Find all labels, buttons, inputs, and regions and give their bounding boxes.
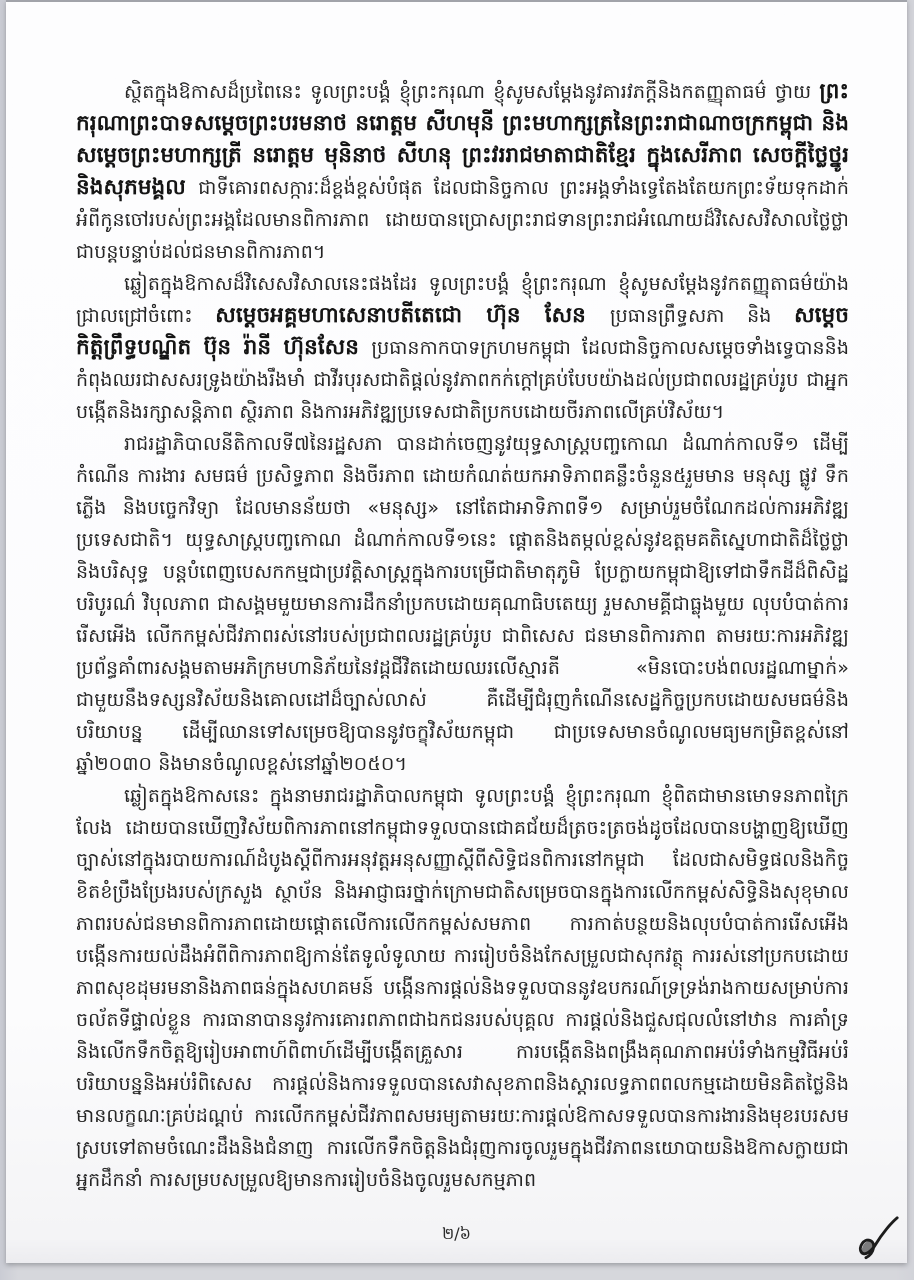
text-segment: សម្ដេចកិត្តិព្រឹទ្ធបណ្ឌិត ប៊ុន រ៉ានី ហ៊ុនសែន bbox=[76, 303, 849, 360]
text-segment: ប្រធានព្រឹទ្ធសភា និង bbox=[609, 305, 795, 327]
text-segment: ឆ្លៀតក្នុងឱកាសដ៏វិសេសវិសាលនេះផងដែរ ទូលព្រះបង្គំ ខ្ញុំព្រះករុណា ខ្ញុំសូមសម្ដែងនូវកតញ្ញុតាធម៌យ៉ាងជ្រាលជ្រៅចំពោះ bbox=[76, 273, 849, 327]
text-segment: ឆ្លៀតក្នុងឱកាសនេះ ក្នុងនាមរាជរដ្ឋាភិបាលកម្ពុជា ទូលព្រះបង្គំ ខ្ញុំព្រះករុណា ខ្ញុំពិតជាមានមោទនភាពក្រៃលែង ដោយបានឃើញវិស័យពិការភាពនៅកម្ពុជាទទួលបានជោគជ័យដ៏ត្រចះត្រចង់ដូចដែលបានបង្ហាញឱ្យឃើញច្បាស់នៅក្នុងរបាយការណ៍ដំបូងស្ដីពីការអនុវត្តអនុសញ្ញាស្ដីពីសិទ្ធិជនពិការនៅកម្ពុជា ដែលជាសមិទ្ធផលនិងកិច្ចខិតខំប្រឹងប្រែងរបស់ក្រសួង ស្ថាប័ន និងអាជ្ញាធរថ្នាក់ក្រោមជាតិសម្រេចបានក្នុងការលើកកម្ពស់សិទ្ធិនិងសុខុមាលភាពរបស់ជនមានពិការភាពដោយផ្ដោតលើការលើកកម្ពស់សមភាព ការកាត់បន្ថយនិងលុបបំបាត់ការរើសអើង បង្កើនការយល់ដឹងអំពីពិការភាពឱ្យកាន់តែទូលំទូលាយ ការរៀបចំនិងកែសម្រួលជាសុកវត្ថុ ការរស់នៅប្រកបដោយភាពសុខដុមរមនានិងភាពធន់ក្នុងសហគមន៍ បង្កើនការផ្ដល់និងទទួលបាននូវឧបករណ៍ទ្រទ្រង់រាងកាយសម្រាប់ការចល័តទីផ្ទាល់ខ្លួន ការធានាបាននូវការគោរពភាពជាឯកជនរបស់បុគ្គល ការផ្ដល់និងជួសជុលលំនៅឋាន ការគាំទ្រនិងលើកទឹកចិត្តឱ្យរៀបអាពាហ៍ពិពាហ៍ដើម្បីបង្កើតគ្រួសារ ការបង្កើតនិងពង្រឹងគុណភាពអប់រំទាំងកម្មវិធីអប់រំបរិយាបន្ននិងអប់រំពិសេស ការផ្ដល់និងការទទួលបានសេវាសុខភាពនិងស្ដារលទ្ធភាពពលកម្មដោយមិនគិតថ្លៃនិងមានលក្ខណៈគ្រប់ដណ្ដប់ ការលើកកម្ពស់ជីវភាពសមរម្យតាមរយៈការផ្ដល់ឱកាសទទួលបានការងារនិងមុខរបរសមស្របទៅតាមចំណេះដឹងនិងជំនាញ ការលើកទឹកចិត្តនិងជំរុញការចូលរួមក្នុងជីវភាពនយោបាយនិងឱកាសក្លាយជាអ្នកដឹកនាំ ការសម្របសម្រួលឱ្យមានការរៀបចំនិងចូលរួមសកម្មភាព bbox=[76, 785, 849, 1191]
text-segment: សម្ដេចអគ្គមហាសេនាបតីតេជោ ហ៊ុន សែន bbox=[215, 303, 610, 328]
paragraph-royal-gratitude bbox=[76, 76, 849, 268]
text-segment: រាជរដ្ឋាភិបាលនីតិកាលទី៧នៃរដ្ឋសភា បានដាក់ចេញនូវយុទ្ធសាស្ត្របញ្ចកោណ ដំណាក់កាលទី១ ដើម្បីកំណើន ការងារ សមធម៌ ប្រសិទ្ធភាព និងចីរភាព ដោយកំណត់យកអាទិភាពគន្លឹះចំនួន៥រួមមាន មនុស្ស ផ្លូវ ទឹក ភ្លើង និងបច្ចេកវិទ្យា ដែលមានន័យថា «មនុស្ស» នៅតែជាអាទិភាពទី១ សម្រាប់រួមចំណែកដល់ការអភិវឌ្ឍប្រទេសជាតិ។ យុទ្ធសាស្ត្របញ្ចកោណ ដំណាក់កាលទី១នេះ ផ្ដោតនិងតម្កល់ខ្ពស់នូវឧត្តមគតិស្នេហាជាតិដ៏ថ្លៃថ្លានិងបរិសុទ្ធ បន្តបំពេញបេសកកម្មជាប្រវត្តិសាស្ត្រក្នុងការបម្រើជាតិមាតុភូមិ ប្រែក្លាយកម្ពុជាឱ្យទៅជាទឹកដីដ៏ពិសិដ្ឋ បរិបូរណ៌ វិបុលភាព ជាសង្គមមួយមានការដឹកនាំប្រកបដោយគុណាធិបតេយ្យ រួមសាមគ្គីជាធ្លុងមួយ លុបបំបាត់ការរើសអើង លើកកម្ពស់ជីវភាពរស់នៅរបស់ប្រជាពលរដ្ឋគ្រប់រូប ជាពិសេស ជនមានពិការភាព តាមរយៈការអភិវឌ្ឍប្រព័ន្ធគាំពារសង្គមតាមអភិក្រមហានិភ័យនៃវដ្ដជីវិតដោយឈរលើស្មារតី «មិនបោះបង់ពលរដ្ឋណាម្នាក់» ជាមួយនឹងទស្សនវិស័យនិងគោលដៅដ៏ច្បាស់លាស់ គឺដើម្បីជំរុញកំណើនសេដ្ឋកិច្ចប្រកបដោយសមធម៌និងបរិយាបន្ន ដើម្បីឈានទៅសម្រេចឱ្យបាននូវចក្ខុវិស័យកម្ពុជា ជាប្រទេសមានចំណូលមធ្យមកម្រិតខ្ពស់នៅឆ្នាំ២០៣០ និងមានចំណូលខ្ពស់នៅឆ្នាំ២០៥០។ bbox=[76, 433, 849, 775]
text-segment: ស្ថិតក្នុងឱកាសដ៏ប្រពៃនេះ ទូលព្រះបង្គំ ខ្ញុំព្រះករុណា ខ្ញុំសូមសម្ដែងនូវគារវភក្ដីនិងកតញ្ញុតាធម៌ ថ្វាយ bbox=[124, 81, 820, 103]
paragraph-disability-achievements bbox=[76, 780, 849, 1196]
page-number: ២/៦ bbox=[442, 1224, 471, 1243]
text-segment: ប្រធានកាកបាទក្រហមកម្ពុជា ដែលជានិច្ចកាលសម្ដេចទាំងទ្វេបាននិងកំពុងឈរជាសសរទ្រូងយ៉ាងរឹងមាំ ជាវីរបុរសជាតិផ្ដល់នូវភាពកក់ក្ដៅគ្រប់បែបយ៉ាងដល់ប្រជាពលរដ្ឋគ្រប់រូប ជាអ្នកបង្កើតនិងរក្សាសន្តិភាព ស្ថិរភាព និងការអភិវឌ្ឍប្រទេសជាតិប្រកបដោយចីរភាពលើគ្រប់វិស័យ។ bbox=[76, 337, 849, 423]
paper-page bbox=[6, 0, 907, 1263]
document-text-block bbox=[76, 76, 849, 1197]
text-segment: ព្រះករុណាព្រះបាទសម្ដេចព្រះបរមនាថ នរោត្ដម សីហមុនី ព្រះមហាក្សត្រនៃព្រះរាជាណាចក្រកម្ពុជា និង សម្ដេចព្រះមហាក្សត្រី នរោត្ដម មុនិនាថ សីហនុ ព្រះវររាជមាតាជាតិខ្មែរ ក្នុងសេរីភាព សេចក្ដីថ្លៃថ្នូរ និងសុភមង្គល bbox=[76, 79, 849, 200]
signature-initial-icon bbox=[853, 1213, 901, 1263]
paragraph-pentagonal-strategy bbox=[76, 428, 849, 780]
text-segment: ជាទីគោរពសក្ការៈដ៏ខ្ពង់ខ្ពស់បំផុត ដែលជានិច្ចកាល ព្រះអង្គទាំងទ្វេតែងតែយកព្រះទ័យទុកដាក់អំពីកូនចៅរបស់ព្រះអង្គដែលមានពិការភាព ដោយបានប្រោសព្រះរាជទានព្រះរាជអំណោយដ៏វិសេសវិសាលថ្លៃថ្លាជាបន្តបន្ទាប់ដល់ជនមានពិការភាព។ bbox=[76, 177, 849, 263]
paragraph-samdech-gratitude bbox=[76, 268, 849, 428]
